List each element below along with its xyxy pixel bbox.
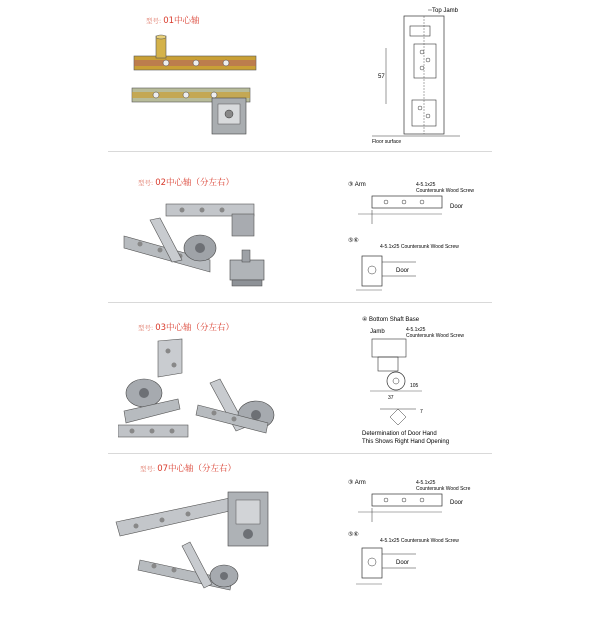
drawing-label-screw-2: Countersunk Wood Screw: [416, 188, 474, 194]
drawing-caption-1: Determination of Door Hand: [362, 431, 437, 437]
product-section-02: [0, 152, 600, 302]
product-photo-01: [126, 32, 286, 147]
model-prefix: 型号:: [140, 465, 156, 473]
drawing-dim-7: 7: [420, 409, 423, 415]
drawing-dim-57: 57: [378, 74, 385, 80]
product-photo-03: [118, 337, 278, 447]
drawing-label-jamb: Jamb: [370, 329, 385, 335]
product-photo-07: [112, 484, 282, 594]
model-prefix: 型号:: [138, 324, 154, 332]
product-photo-02: [120, 200, 290, 300]
model-label: 03中心轴（分左右）: [155, 323, 235, 333]
drawing-label-door-1: Door: [450, 500, 464, 506]
product-section-03: [0, 303, 600, 453]
drawing-label-screw-1: 4-5.1x25: [406, 327, 426, 333]
technical-drawing-01: [364, 4, 474, 144]
drawing-label-screw-2: Countersunk Wood Scre: [416, 486, 471, 492]
drawing-label-door-2: Door: [396, 560, 410, 566]
drawing-label-screw-2: Countersunk Wood Screw: [406, 333, 464, 339]
drawing-label-screw-1: 4-5.1x25: [416, 182, 436, 188]
drawing-label-arm: ③ Arm: [348, 480, 366, 486]
drawing-label-door-2: Door: [396, 268, 410, 274]
drawing-label-top-jamb: Top Jamb: [432, 8, 459, 14]
model-title-03: [138, 321, 234, 333]
model-title-02: [138, 176, 234, 188]
drawing-label-screw-3: 4-5.1x25 Countersunk Wood Screw: [380, 244, 459, 250]
model-label: 01中心轴: [163, 16, 200, 26]
drawing-dim-105: 105: [410, 383, 419, 389]
model-prefix: 型号:: [146, 17, 162, 25]
product-section-07: [0, 454, 600, 600]
model-title-07: [140, 462, 236, 474]
model-label: 02中心轴（分左右）: [155, 178, 235, 188]
drawing-dim-37: 37: [388, 395, 394, 401]
model-label: 07中心轴（分左右）: [157, 464, 237, 474]
drawing-label-second: ⑤⑥: [348, 238, 359, 244]
drawing-label-floor: Floor surface: [372, 139, 402, 144]
drawing-label-screw-3: 4-5.1x25 Countersunk Wood Screw: [380, 538, 459, 544]
drawing-label-second: ⑤⑥: [348, 532, 359, 538]
technical-drawing-03: [360, 315, 490, 455]
technical-drawing-07: [346, 478, 486, 618]
drawing-caption-2: This Shows Right Hand Opening: [362, 439, 450, 445]
model-prefix: 型号:: [138, 179, 154, 187]
product-section-01: [0, 0, 600, 150]
drawing-label-base: ④ Bottom Shaft Base: [362, 317, 420, 323]
drawing-label-arm: ③ Arm: [348, 182, 366, 188]
drawing-label-screw-1: 4-5.1x25: [416, 480, 436, 486]
technical-drawing-02: [346, 180, 486, 320]
drawing-label-door-1: Door: [450, 204, 464, 210]
model-title-01: [146, 14, 200, 26]
